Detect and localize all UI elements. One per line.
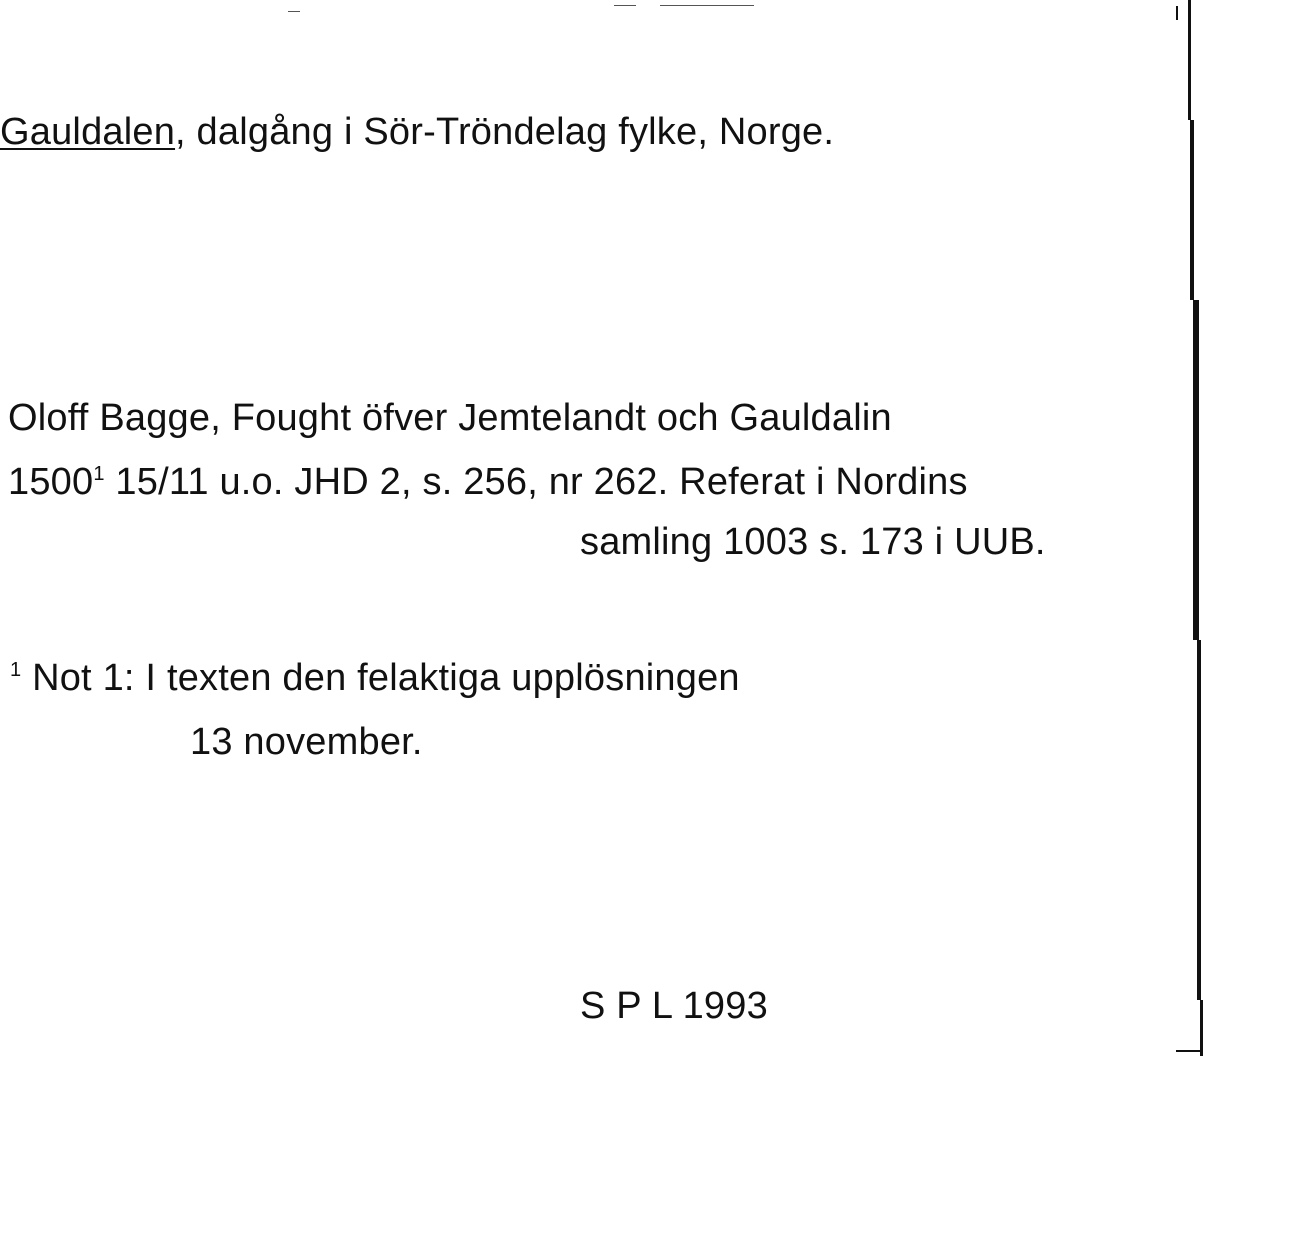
footnote-marker: 1 (93, 463, 105, 485)
scan-speck (288, 11, 300, 12)
signature: S P L 1993 (580, 985, 768, 1027)
footnote-line-1 (10, 656, 740, 706)
reference-year: 1500 (8, 461, 94, 503)
entry-description: , dalgång i Sör-Tröndelag fylke, Norge. (175, 111, 835, 153)
entry-headword: Gauldalen (0, 111, 176, 153)
reference-line-3 (580, 520, 1046, 564)
reference-line-2 (8, 460, 968, 510)
page-edge-line (1197, 640, 1201, 1000)
reference-archive: samling 1003 s. 173 i UUB. (580, 521, 1046, 563)
page-edge-line (1188, 0, 1191, 120)
footnote-text: Not 1: I texten den felaktiga upplösningen (21, 657, 740, 699)
reference-source: Oloff Bagge, Fought öfver Jemtelandt och Gauldalin (8, 397, 892, 439)
footnote-line-2 (190, 720, 423, 764)
signature-line (580, 984, 768, 1028)
page-edge-line (1190, 120, 1194, 300)
footnote-mark: 1 (10, 659, 22, 681)
reference-line-1 (8, 396, 892, 440)
scan-speck (660, 5, 754, 6)
entry-line (0, 110, 834, 154)
page-edge-line (1200, 1000, 1203, 1056)
page-edge-tick (1176, 6, 1178, 20)
page-edge-line (1193, 300, 1199, 640)
scan-speck (614, 5, 636, 6)
page-edge-tick (1176, 1050, 1202, 1052)
footnote-continuation: 13 november. (190, 721, 423, 763)
reference-citation: 15/11 u.o. JHD 2, s. 256, nr 262. Referat i Nordins (104, 461, 968, 503)
